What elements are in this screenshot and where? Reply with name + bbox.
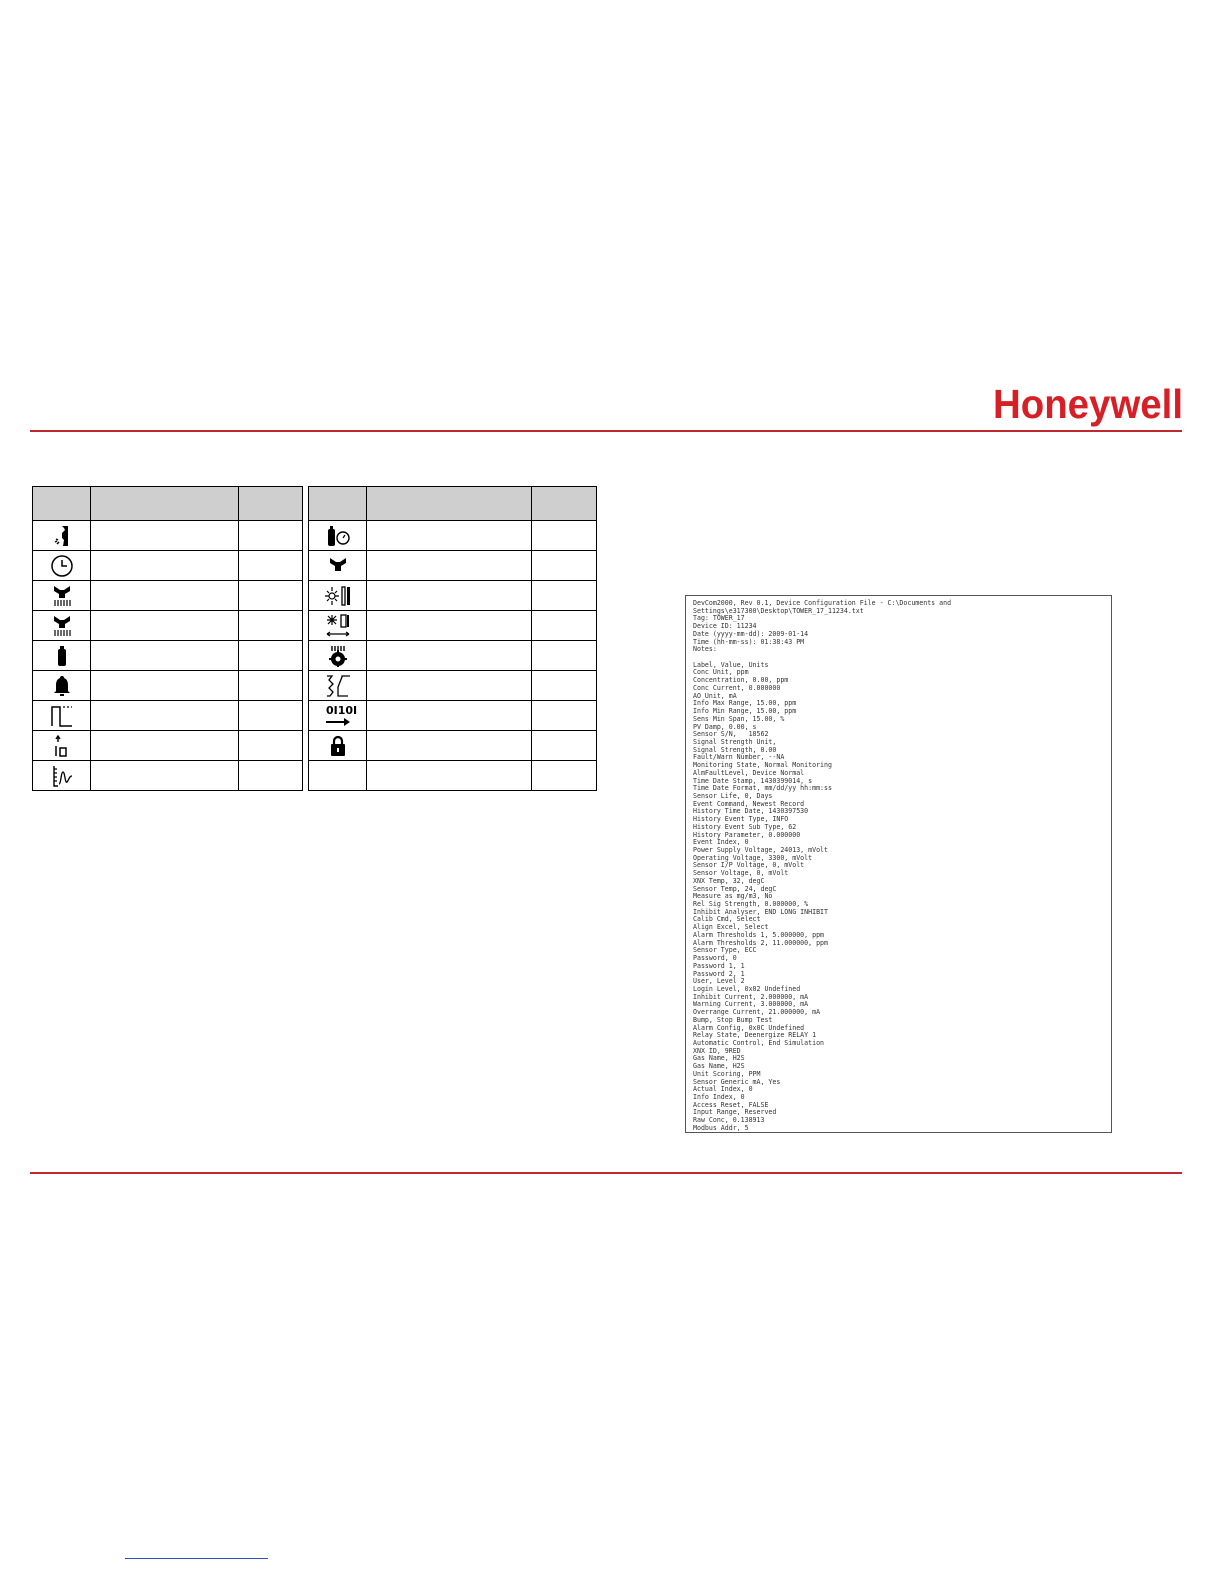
config-line: Time Date Format, mm/dd/yy hh:mm:ss [693, 784, 832, 793]
optics-align-icon [324, 613, 352, 639]
config-line: Concentration, 0.00, ppm [693, 676, 789, 685]
config-line: Input Range, Reserved [693, 1108, 777, 1117]
config-line: Info Max Range, 15.00, ppm [693, 699, 797, 708]
config-line: PV Damp, 0.00, s [693, 722, 757, 731]
config-line: History Event Sub Type, 62 [693, 822, 797, 831]
config-line: Align Excel, Select [693, 923, 769, 932]
config-line: Fault/Warn Number, --NA [693, 753, 785, 762]
data-transfer-icon [324, 703, 357, 729]
config-line: Bump, Stop Bump Test [693, 1015, 773, 1024]
table-row [33, 641, 303, 671]
config-line: Label, Value, Units [693, 660, 769, 669]
table-row [309, 761, 597, 791]
table-header-row [309, 487, 597, 521]
waveform-scale-icon [50, 764, 74, 788]
config-line: AlmFaultLevel, Device Normal [693, 768, 805, 777]
table-row [33, 701, 303, 731]
config-line: Gas Name, H2S [693, 1054, 745, 1063]
config-line: Device ID: 11234 [693, 622, 757, 631]
config-line: Conc Current, 0.000000 [693, 683, 781, 692]
config-line: Access Reset, FALSE [693, 1100, 769, 1109]
table-row [309, 551, 597, 581]
config-line: Sensor I/P Voltage, 0, mVolt [693, 861, 805, 870]
clock-icon [50, 554, 74, 578]
lock-icon [326, 734, 350, 758]
config-line: Unit Scoring, PPM [693, 1069, 761, 1078]
table-row [309, 671, 597, 701]
signal-step-icon [50, 704, 74, 728]
header-cell-icon [309, 487, 367, 521]
config-line: Time Date Stamp, 1430399014, s [693, 776, 813, 785]
header-cell-extra [239, 487, 303, 521]
config-line: Password, 0 [693, 954, 737, 963]
config-line: Settings\e317300\Desktop\TOWER_17_11234.txt [693, 606, 864, 615]
footer-link-underline[interactable] [125, 1558, 268, 1559]
calibration-scale-icon [50, 614, 74, 638]
config-line: Time (hh-mm-ss): 01:38:43 PM [693, 637, 805, 646]
config-line: Event Index, 0 [693, 838, 749, 847]
config-line: Sensor S/N, 18562 [693, 730, 769, 739]
config-line: History Event Type, INFO [693, 815, 789, 824]
config-line: Login Level, 0x02 Undefined [693, 984, 801, 993]
icon-table-right [308, 486, 597, 791]
gas-cylinder-icon [50, 644, 74, 668]
config-line: Sensor Type, ECC [693, 946, 757, 955]
table-row [309, 581, 597, 611]
config-line: Raw Conc, 0.138913 [693, 1116, 765, 1125]
optics-light-icon [324, 584, 352, 608]
config-line: Sensor Generic mA, Yes [693, 1077, 781, 1086]
table-row [33, 581, 303, 611]
config-line: History Time Date, 1430397530 [693, 807, 809, 816]
icon-table-left [32, 486, 303, 791]
config-line: XNX Temp, 32, degC [693, 876, 765, 885]
svg-text:0I10I: 0I10I [325, 703, 357, 717]
config-line: Sensor Life, 0, Days [693, 791, 773, 800]
config-line: Relay State, Deenergize RELAY 1 [693, 1031, 817, 1040]
config-line: Tag: TOWER_17 [693, 614, 745, 623]
config-line: AO Unit, mA [693, 691, 737, 700]
config-line: Inhibit Analyser, END LONG INHIBIT [693, 907, 828, 916]
config-line: Alarm Config, 0x0C Undefined [693, 1023, 805, 1032]
table-row [309, 731, 597, 761]
config-line: Actual Index, 0 [693, 1085, 753, 1094]
config-line: Sens Min Span, 15.00, % [693, 714, 785, 723]
config-line: Info Min Range, 15.00, ppm [693, 707, 797, 716]
person-gas-release-icon [50, 524, 74, 548]
config-line: Date (yyyy-mm-dd): 2009-01-14 [693, 629, 809, 638]
table-row [309, 521, 597, 551]
config-line: Conc Unit, ppm [693, 668, 749, 677]
config-line: Operating Voltage, 3300, mVolt [693, 853, 813, 862]
header-cell-icon [33, 487, 91, 521]
config-line: History Parameter, 0.000000 [693, 830, 801, 839]
gas-cylinder-timer-icon [325, 524, 351, 548]
table-row [33, 551, 303, 581]
honeywell-logo [993, 380, 1189, 426]
config-line: Gas Name, H2S [693, 1062, 745, 1071]
header-cell-description [91, 487, 239, 521]
config-line: Rel Sig Strength, 0.000000, % [693, 900, 809, 909]
footer-divider [30, 1172, 1182, 1174]
config-line: Monitoring State, Normal Monitoring [693, 761, 832, 770]
header-divider [30, 430, 1182, 432]
config-line: Power Supply Voltage, 24013, mVolt [693, 846, 828, 854]
table-row [309, 641, 597, 671]
table-row [33, 761, 303, 791]
config-line: Sensor Temp, 24, degC [693, 884, 777, 893]
config-line: DevCom2000, Rev 0.1, Device Configuration File - C:\Documents and [693, 599, 952, 607]
config-line: Signal Strength Unit, [693, 737, 777, 746]
table-row [33, 521, 303, 551]
config-line: User, Level 2 [693, 977, 745, 986]
config-line: Measure as mg/m3, No [693, 892, 773, 901]
table-row [309, 611, 597, 641]
config-line: Signal Strength, 0.00 [693, 745, 777, 754]
bell-alarm-icon [50, 674, 74, 698]
table-header-row [33, 487, 303, 521]
config-line: Password 1, 1 [693, 961, 745, 970]
config-line: Calib Cmd, Select [693, 915, 761, 924]
table-row [33, 611, 303, 641]
svg-text:Honeywell: Honeywell [993, 381, 1183, 427]
device-configuration-file [685, 595, 1112, 1133]
config-line: Password 2, 1 [693, 969, 745, 978]
config-line: Inhibit Current, 2.000000, mA [693, 992, 809, 1001]
table-row [309, 701, 597, 731]
config-line: Event Command, Newest Record [693, 799, 805, 808]
module-gear-icon [326, 644, 350, 668]
table-row [33, 731, 303, 761]
config-line: Warning Current, 3.000000, mA [693, 1000, 809, 1009]
calibration-icon [326, 554, 350, 578]
config-line: Automatic Control, End Simulation [693, 1038, 825, 1047]
calibration-scale-icon [50, 584, 74, 608]
config-line: Sensor Voltage, 0, mVolt [693, 869, 789, 878]
config-line: Overrange Current, 21.000000, mA [693, 1008, 821, 1017]
current-output-icon [50, 734, 74, 758]
table-row [33, 671, 303, 701]
config-line: Info Index, 0 [693, 1093, 745, 1101]
header-cell-description [367, 487, 532, 521]
config-line: Notes: [693, 645, 717, 654]
config-line: Modbus Addr, 5 [693, 1123, 749, 1132]
relay-icon [324, 674, 352, 698]
config-line: XNX ID, 9RED [693, 1046, 741, 1055]
config-line: Alarm Thresholds 2, 11.000000, ppm [693, 938, 828, 947]
header-cell-extra [532, 487, 597, 521]
config-line: Alarm Thresholds 1, 5.000000, ppm [693, 930, 825, 939]
